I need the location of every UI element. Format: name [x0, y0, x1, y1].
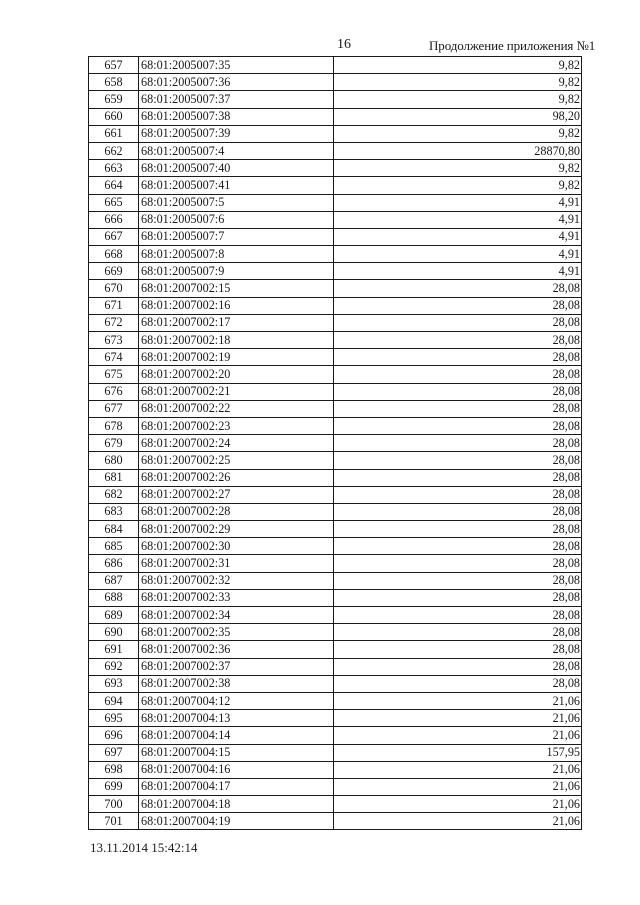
row-number: 661	[89, 125, 139, 142]
row-value: 28,08	[334, 383, 582, 400]
row-value: 28,08	[334, 435, 582, 452]
table-row	[89, 796, 582, 813]
page-caption: Продолжение приложения №1	[429, 38, 596, 53]
row-value: 4,91	[334, 211, 582, 228]
table-row	[89, 503, 582, 520]
cadastral-number: 68:01:2005007:38	[139, 108, 334, 125]
cadastral-number: 68:01:2007004:18	[139, 796, 334, 813]
table-row	[89, 177, 582, 194]
row-number: 682	[89, 486, 139, 503]
row-value: 4,91	[334, 246, 582, 263]
row-number: 675	[89, 366, 139, 383]
table-row	[89, 349, 582, 366]
row-value: 28,08	[334, 349, 582, 366]
cadastral-number: 68:01:2007002:36	[139, 641, 334, 658]
table-row	[89, 744, 582, 761]
cadastral-number: 68:01:2007002:27	[139, 486, 334, 503]
row-value: 28,08	[334, 366, 582, 383]
row-number: 672	[89, 314, 139, 331]
cadastral-number: 68:01:2007002:32	[139, 572, 334, 589]
row-number: 673	[89, 332, 139, 349]
cadastral-number: 68:01:2007002:37	[139, 658, 334, 675]
row-number: 698	[89, 761, 139, 778]
cadastral-number: 68:01:2005007:35	[139, 57, 334, 74]
table-row	[89, 435, 582, 452]
row-number: 691	[89, 641, 139, 658]
row-number: 679	[89, 435, 139, 452]
row-number: 699	[89, 778, 139, 795]
row-number: 701	[89, 813, 139, 830]
table-row	[89, 658, 582, 675]
row-number: 683	[89, 503, 139, 520]
table-row	[89, 160, 582, 177]
cadastral-number: 68:01:2007004:13	[139, 710, 334, 727]
row-value: 28,08	[334, 469, 582, 486]
table-row	[89, 486, 582, 503]
row-number: 657	[89, 57, 139, 74]
row-value: 28870,80	[334, 142, 582, 159]
cadastral-number: 68:01:2007002:15	[139, 280, 334, 297]
row-number: 663	[89, 160, 139, 177]
row-value: 28,08	[334, 297, 582, 314]
row-number: 694	[89, 692, 139, 709]
cadastral-number: 68:01:2005007:39	[139, 125, 334, 142]
row-number: 667	[89, 228, 139, 245]
cadastral-number: 68:01:2005007:9	[139, 263, 334, 280]
row-number: 687	[89, 572, 139, 589]
row-number: 693	[89, 675, 139, 692]
cadastral-number: 68:01:2007002:21	[139, 383, 334, 400]
row-value: 28,08	[334, 555, 582, 572]
row-value: 21,06	[334, 796, 582, 813]
table-row	[89, 125, 582, 142]
table-row	[89, 417, 582, 434]
table-row	[89, 538, 582, 555]
row-value: 21,06	[334, 692, 582, 709]
row-number: 688	[89, 589, 139, 606]
row-number: 680	[89, 452, 139, 469]
row-value: 9,82	[334, 177, 582, 194]
cadastral-number: 68:01:2007002:28	[139, 503, 334, 520]
table-row	[89, 194, 582, 211]
row-value: 21,06	[334, 710, 582, 727]
table-row	[89, 74, 582, 91]
table-row	[89, 400, 582, 417]
table-row	[89, 469, 582, 486]
row-number: 671	[89, 297, 139, 314]
row-value: 9,82	[334, 125, 582, 142]
row-value: 9,82	[334, 74, 582, 91]
table-row	[89, 246, 582, 263]
table-row	[89, 624, 582, 641]
row-value: 21,06	[334, 813, 582, 830]
row-number: 677	[89, 400, 139, 417]
row-number: 681	[89, 469, 139, 486]
cadastral-number: 68:01:2005007:36	[139, 74, 334, 91]
row-number: 660	[89, 108, 139, 125]
row-number: 696	[89, 727, 139, 744]
row-value: 21,06	[334, 778, 582, 795]
cadastral-number: 68:01:2007002:19	[139, 349, 334, 366]
table-row	[89, 366, 582, 383]
cadastral-number: 68:01:2005007:40	[139, 160, 334, 177]
table-row	[89, 91, 582, 108]
row-number: 692	[89, 658, 139, 675]
row-number: 659	[89, 91, 139, 108]
row-number: 700	[89, 796, 139, 813]
cadastral-number: 68:01:2007004:19	[139, 813, 334, 830]
cadastral-number: 68:01:2007002:20	[139, 366, 334, 383]
row-value: 28,08	[334, 624, 582, 641]
row-number: 684	[89, 521, 139, 538]
table-row	[89, 555, 582, 572]
table-body	[89, 57, 582, 830]
row-number: 685	[89, 538, 139, 555]
table-row	[89, 142, 582, 159]
table-row	[89, 108, 582, 125]
table-row	[89, 761, 582, 778]
row-number: 697	[89, 744, 139, 761]
row-value: 28,08	[334, 572, 582, 589]
table-row	[89, 607, 582, 624]
row-number: 668	[89, 246, 139, 263]
row-number: 689	[89, 607, 139, 624]
row-value: 28,08	[334, 589, 582, 606]
table-row	[89, 589, 582, 606]
table-row	[89, 692, 582, 709]
table-row	[89, 263, 582, 280]
cadastral-number: 68:01:2007004:16	[139, 761, 334, 778]
parcel-table	[88, 56, 582, 830]
cadastral-number: 68:01:2007002:25	[139, 452, 334, 469]
cadastral-number: 68:01:2007004:17	[139, 778, 334, 795]
table-row	[89, 228, 582, 245]
cadastral-number: 68:01:2007004:12	[139, 692, 334, 709]
table-row	[89, 710, 582, 727]
cadastral-number: 68:01:2005007:6	[139, 211, 334, 228]
row-value: 28,08	[334, 607, 582, 624]
row-value: 9,82	[334, 91, 582, 108]
row-number: 678	[89, 417, 139, 434]
row-value: 28,08	[334, 521, 582, 538]
table-row	[89, 332, 582, 349]
cadastral-number: 68:01:2007004:15	[139, 744, 334, 761]
row-value: 28,08	[334, 332, 582, 349]
table-row	[89, 383, 582, 400]
table-row	[89, 280, 582, 297]
cadastral-number: 68:01:2007002:22	[139, 400, 334, 417]
cadastral-number: 68:01:2007002:29	[139, 521, 334, 538]
cadastral-number: 68:01:2005007:8	[139, 246, 334, 263]
row-value: 157,95	[334, 744, 582, 761]
row-value: 98,20	[334, 108, 582, 125]
row-value: 9,82	[334, 160, 582, 177]
row-value: 21,06	[334, 727, 582, 744]
cadastral-number: 68:01:2005007:5	[139, 194, 334, 211]
table-row	[89, 314, 582, 331]
row-number: 690	[89, 624, 139, 641]
row-value: 28,08	[334, 417, 582, 434]
row-value: 28,08	[334, 641, 582, 658]
row-number: 658	[89, 74, 139, 91]
row-value: 28,08	[334, 400, 582, 417]
cadastral-number: 68:01:2005007:41	[139, 177, 334, 194]
cadastral-number: 68:01:2005007:4	[139, 142, 334, 159]
cadastral-number: 68:01:2007002:30	[139, 538, 334, 555]
timestamp: 13.11.2014 15:42:14	[90, 840, 198, 855]
row-value: 28,08	[334, 675, 582, 692]
cadastral-number: 68:01:2007002:35	[139, 624, 334, 641]
row-number: 695	[89, 710, 139, 727]
row-number: 670	[89, 280, 139, 297]
cadastral-number: 68:01:2007002:38	[139, 675, 334, 692]
row-number: 676	[89, 383, 139, 400]
cadastral-number: 68:01:2005007:7	[139, 228, 334, 245]
row-number: 666	[89, 211, 139, 228]
cadastral-number: 68:01:2007002:26	[139, 469, 334, 486]
row-number: 669	[89, 263, 139, 280]
cadastral-number: 68:01:2007002:24	[139, 435, 334, 452]
cadastral-number: 68:01:2007004:14	[139, 727, 334, 744]
page-number: 16	[337, 37, 351, 52]
table-row	[89, 452, 582, 469]
cadastral-number: 68:01:2007002:18	[139, 332, 334, 349]
table-row	[89, 297, 582, 314]
row-number: 674	[89, 349, 139, 366]
cadastral-number: 68:01:2007002:31	[139, 555, 334, 572]
row-value: 4,91	[334, 228, 582, 245]
row-value: 9,82	[334, 57, 582, 74]
row-value: 28,08	[334, 658, 582, 675]
table-row	[89, 572, 582, 589]
table-row	[89, 813, 582, 830]
row-number: 664	[89, 177, 139, 194]
row-value: 21,06	[334, 761, 582, 778]
table-row	[89, 641, 582, 658]
cadastral-number: 68:01:2007002:16	[139, 297, 334, 314]
cadastral-number: 68:01:2007002:23	[139, 417, 334, 434]
row-value: 28,08	[334, 538, 582, 555]
row-value: 28,08	[334, 452, 582, 469]
row-number: 662	[89, 142, 139, 159]
table-row	[89, 778, 582, 795]
table-row	[89, 211, 582, 228]
row-value: 4,91	[334, 194, 582, 211]
row-value: 28,08	[334, 280, 582, 297]
row-number: 665	[89, 194, 139, 211]
cadastral-number: 68:01:2007002:33	[139, 589, 334, 606]
table-row	[89, 57, 582, 74]
cadastral-number: 68:01:2005007:37	[139, 91, 334, 108]
row-number: 686	[89, 555, 139, 572]
table-row	[89, 675, 582, 692]
cadastral-number: 68:01:2007002:34	[139, 607, 334, 624]
row-value: 28,08	[334, 503, 582, 520]
row-value: 28,08	[334, 314, 582, 331]
cadastral-number: 68:01:2007002:17	[139, 314, 334, 331]
row-value: 28,08	[334, 486, 582, 503]
table-row	[89, 727, 582, 744]
row-value: 4,91	[334, 263, 582, 280]
table-row	[89, 521, 582, 538]
